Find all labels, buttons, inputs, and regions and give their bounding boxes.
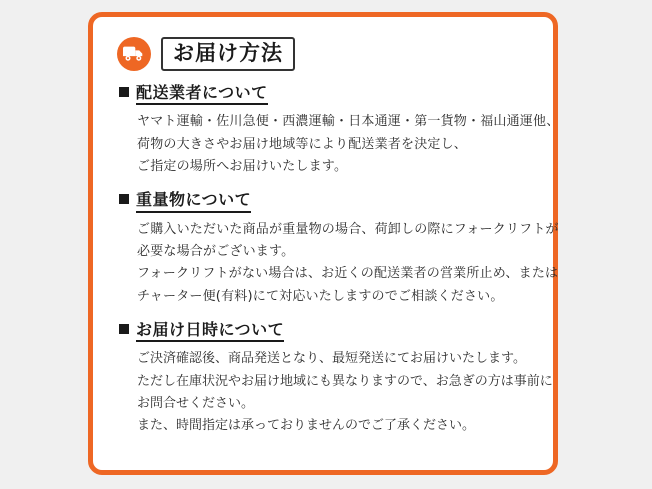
body-line: ご決済確認後、商品発送となり、最短発送にてお届けいたします。 <box>137 351 526 367</box>
body-line: ただし在庫状況やお届け地域にも異なりますので、お急ぎの方は事前に <box>137 373 553 389</box>
section-heavy-item-title: 重量物について <box>136 190 251 212</box>
body-line: ご購入いただいた商品が重量物の場合、荷卸しの際にフォークリフトが <box>137 221 559 237</box>
section-heavy-item <box>115 190 559 308</box>
square-bullet-icon <box>119 87 129 97</box>
body-line: また、時間指定は承っておりませんのでご了承ください。 <box>137 418 476 434</box>
body-line: フォークリフトがない場合は、お近くの配送業者の営業所止め、または <box>137 266 559 282</box>
section-delivery-datetime-head <box>119 320 531 342</box>
section-carrier-body <box>137 111 560 178</box>
body-line: チャーター便(有料)にて対応いたしますのでご相談ください。 <box>137 288 504 304</box>
body-line: 荷物の大きさやお届け地域等により配送業者を決定し、 <box>137 136 468 152</box>
section-delivery-datetime-title: お届け日時について <box>136 320 284 342</box>
delivery-truck-icon <box>117 37 151 71</box>
card-title-row <box>117 37 531 71</box>
body-line: ヤマト運輸・佐川急便・西濃運輸・日本通運・第一貨物・福山通運他、 <box>137 114 560 130</box>
page-title-box <box>161 37 295 71</box>
section-delivery-datetime <box>115 320 553 438</box>
body-line: お問合せください。 <box>137 395 255 411</box>
section-heavy-item-head <box>119 190 531 212</box>
section-carrier-head <box>119 83 531 105</box>
section-delivery-datetime-body <box>137 348 553 437</box>
section-heavy-item-body <box>137 219 559 308</box>
section-carrier-title: 配送業者について <box>136 83 268 105</box>
square-bullet-icon <box>119 324 129 334</box>
body-line: 必要な場合がございます。 <box>137 243 295 259</box>
square-bullet-icon <box>119 194 129 204</box>
shipping-info-card <box>88 12 558 475</box>
page-title: お届け方法 <box>173 41 283 65</box>
section-carrier <box>115 83 560 178</box>
body-line: ご指定の場所へお届けいたします。 <box>137 159 348 175</box>
